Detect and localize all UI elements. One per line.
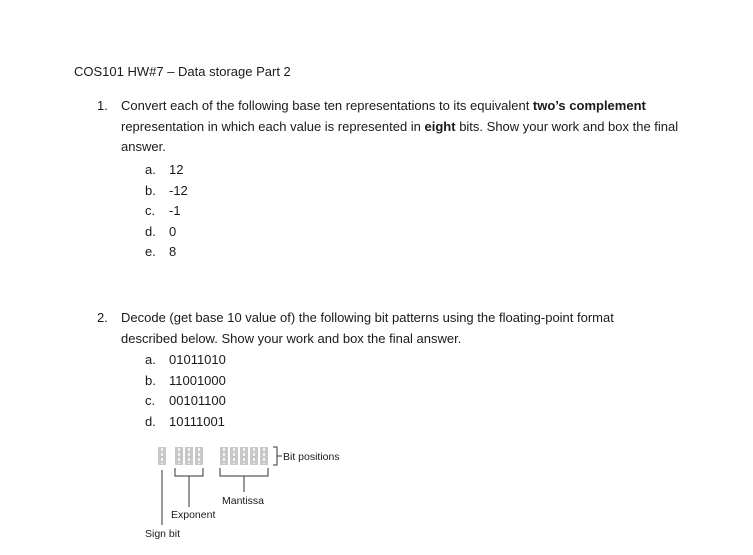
emphasis-eight: eight: [424, 118, 456, 134]
sign-bit-label: Sign bit: [145, 528, 181, 540]
page-title: COS101 HW#7 – Data storage Part 2: [74, 64, 291, 79]
question-2-text: Decode (get base 10 value of) the following bit patterns using the floating-point format described below. Show your work and box the final answer.: [121, 310, 614, 346]
question-1-number: 1.: [97, 98, 108, 113]
bit-positions-label: Bit positions: [283, 451, 340, 463]
floating-point-format-diagram: [140, 438, 360, 548]
exponent-label: Exponent: [171, 509, 216, 521]
question-2: [97, 308, 661, 349]
mantissa-label: Mantissa: [222, 495, 265, 507]
question-1: [97, 96, 681, 158]
question-2-number: 2.: [97, 310, 108, 325]
emphasis-twos-complement: two’s complement: [532, 98, 646, 113]
question-1-text: Convert each of the following base ten representations to its equivalent two’s complement representation in which each value is represented in eight bits. Show your work and box the final answer.: [121, 98, 679, 154]
